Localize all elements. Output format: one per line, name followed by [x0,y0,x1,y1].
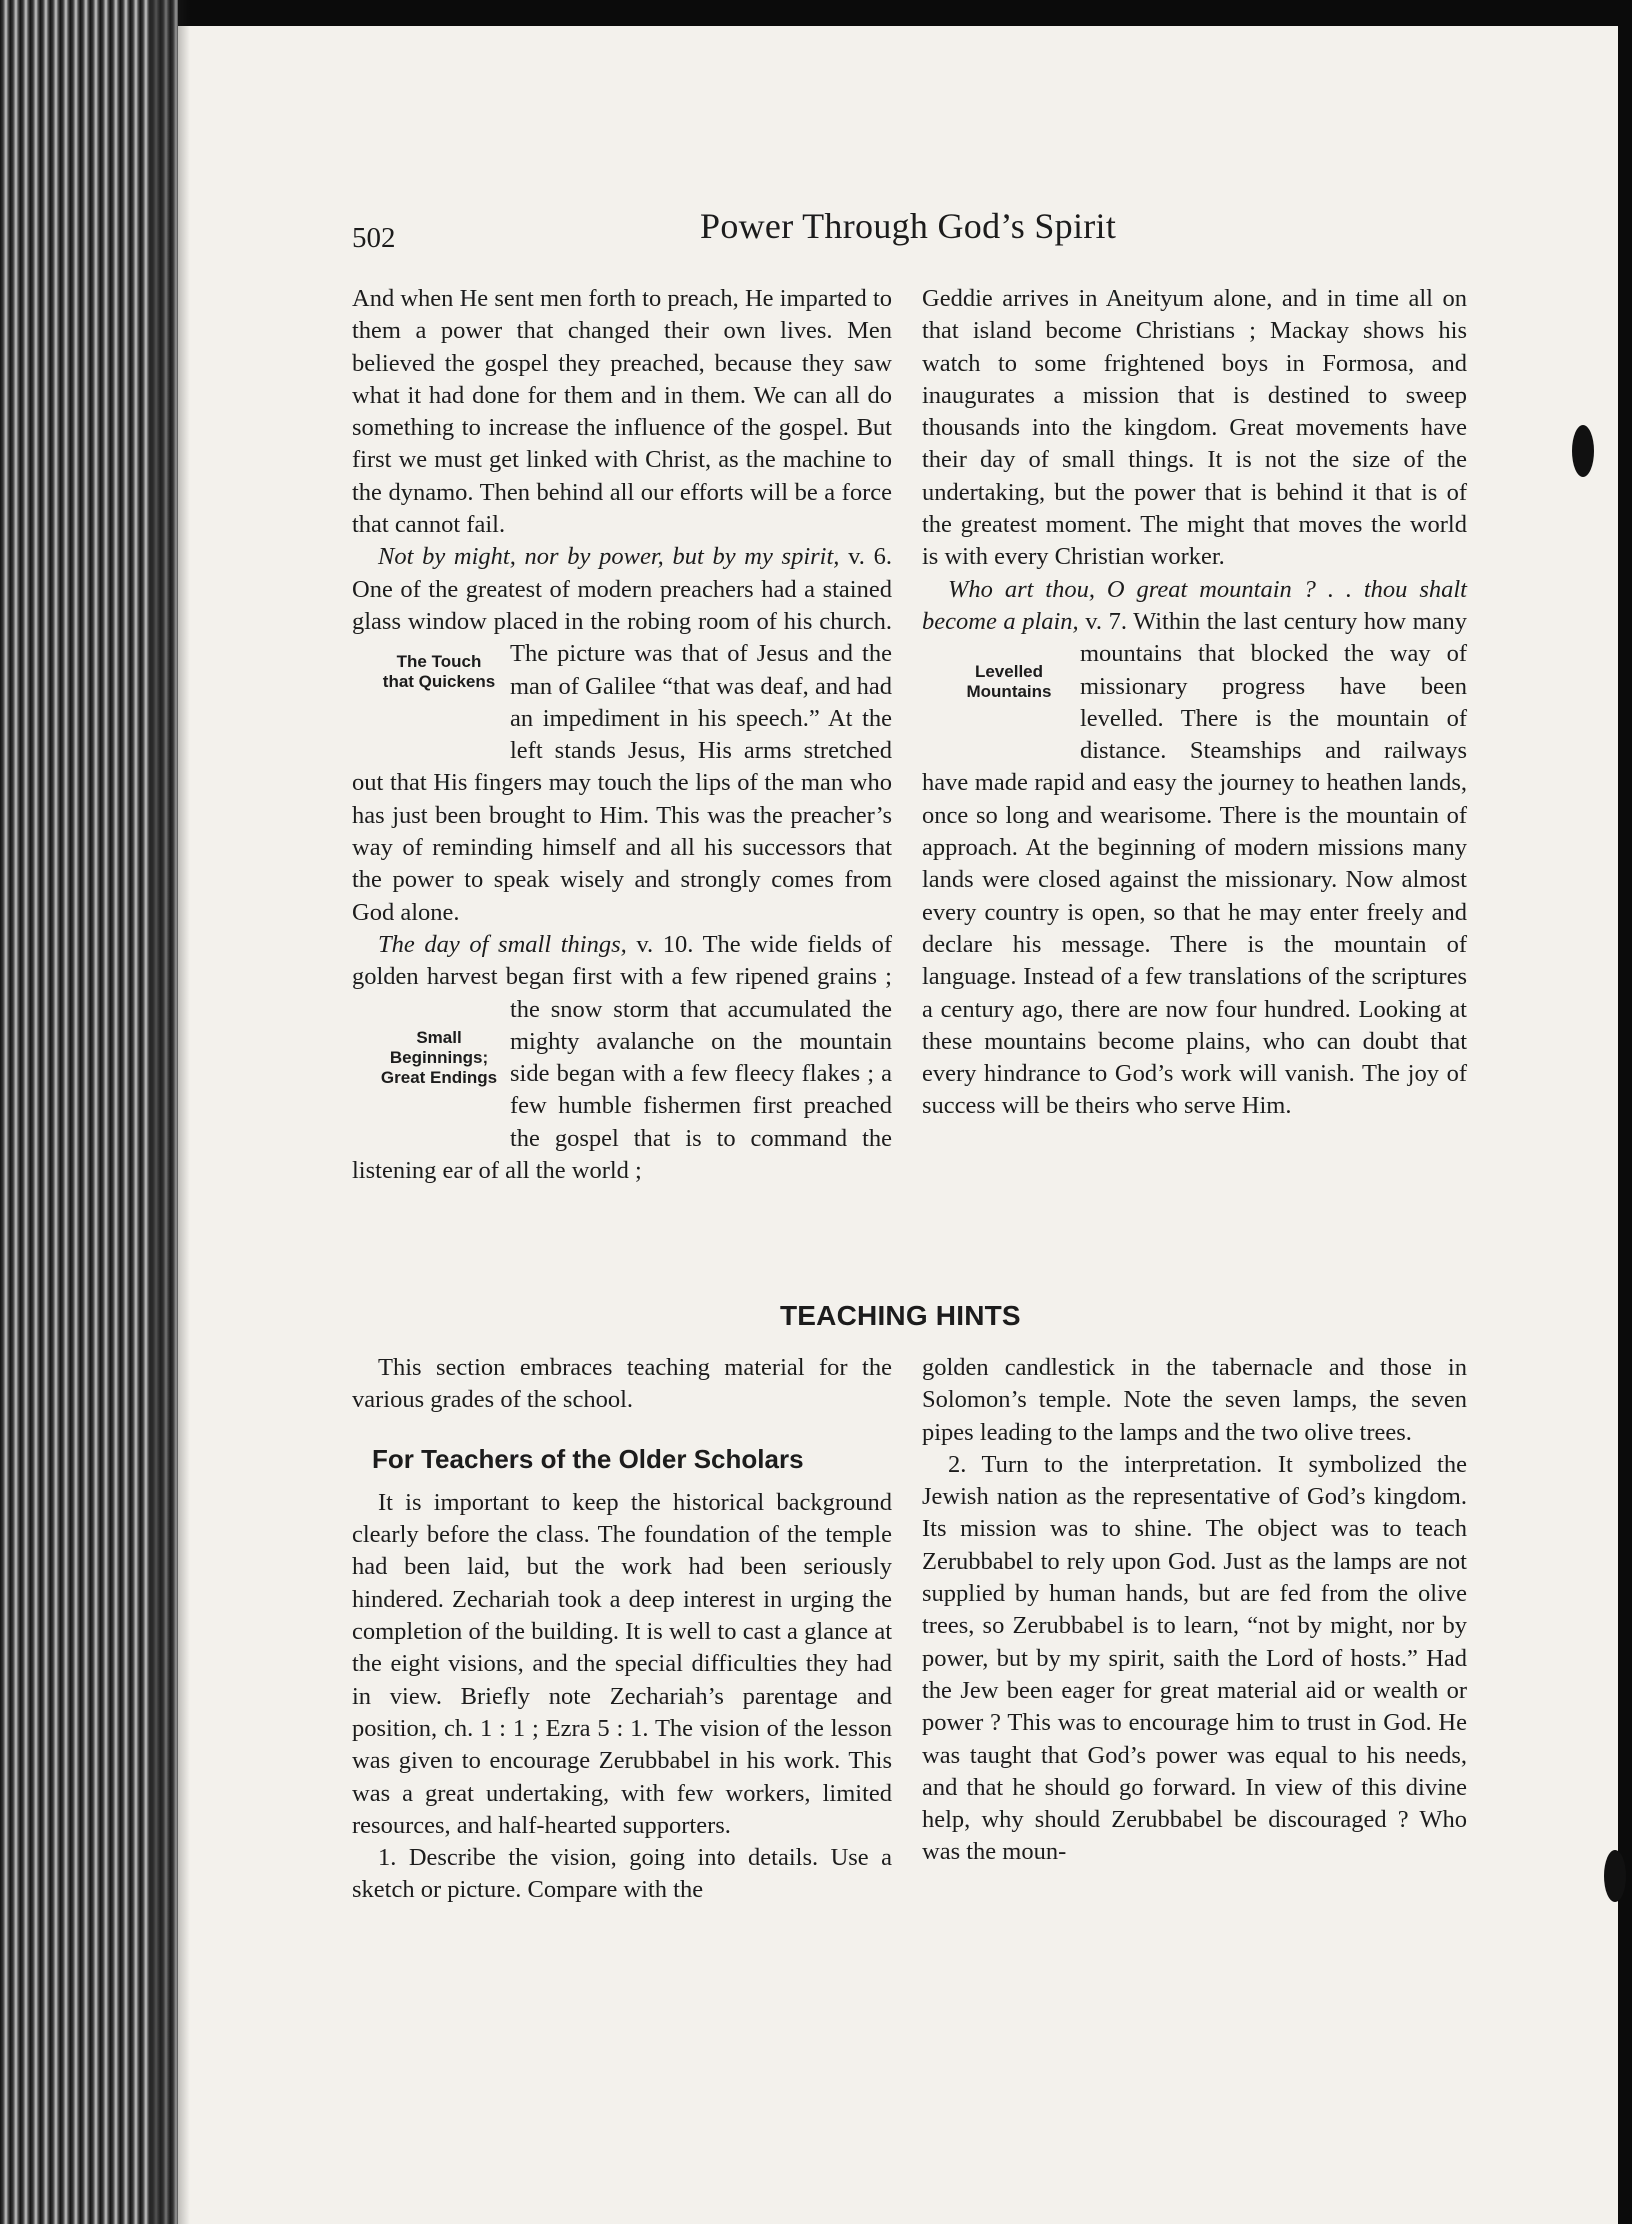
paragraph-text-part: the way of missionary progress have been levelled. There is the mountain of distance. Steamships and railways have made rapid and easy the journey to heathen lands, once so long and wearisome. There is the mountain of approach. At the beginning of modern missions many lands were closed against the missionary. Now almost every country is open, so that he may enter freely and declare his message. There is the mountain of language. Instead of a few translations of the scriptures a century ago, there are now four hundred. Looking at these mountains become plains, who can doubt that every hindrance to God’s work will vanish. The joy of success will be theirs who serve Him. [922,640,1467,1120]
paragraph: And when He sent men forth to preach, He imparted to them a power that changed their own lives. Men believed the gospel they preached, because they saw what it had done for them and in them. We can all do something to increase the influence of the gospel. But first we must get linked with Christ, as the machine to the dynamo. Then behind all our efforts will be a force that cannot fail. [352,285,892,539]
running-head: Power Through God’s Spirit [700,206,1117,246]
teaching-column-left [352,1352,892,1907]
subheading: For Teachers of the Older Scholars [372,1443,804,1474]
paragraph: 1. Describe the vision, going into details. Use a sketch or picture. Compare with the [352,1844,892,1904]
binding-hole-top [1572,425,1594,477]
side-heading-touch [352,644,500,750]
paragraph-text-part: v. 6. One of the greatest of modern preachers had a stained glass window placed in the robing room of his church. [352,543,892,635]
scan-top-border [0,0,1632,26]
side-heading-line: Levelled [974,662,1044,682]
verse-quote: Not by might, nor by power, but by my spirit, [378,543,840,571]
paragraph: This section embraces teaching material for the various grades of the school. [352,1354,892,1414]
paragraph-text-part: v. 10. The wide fields of golden harvest began first with a few ripened grains ; the [352,930,892,1023]
teaching-column-right [922,1352,1467,1869]
side-heading-levelled-mountains [922,644,1070,760]
side-heading-line: that Quickens [382,672,496,692]
section-heading: TEACHING HINTS [780,1300,1021,1331]
side-heading-line: Great Endings [380,1067,498,1087]
verse-quote: The day of small things, [378,930,627,958]
side-heading-line: Small [416,1027,462,1047]
paragraph: Geddie arrives in Aneityum alone, and in time all on that island become Christians ; Mackay shows his watch to some frightened boys in Formosa, and inaugurates a mission that is destined to sweep thousands into the kingdom. Great movements have their day of small things. It is not the size of the undertaking, but the power that is behind it that is of the greatest moment. The might that moves the world is with every Christian worker. [922,285,1467,571]
paragraph: 2. Turn to the interpretation. It symbolized the Jewish nation as the representative of God’s kingdom. Its mission was to shine. The object was to teach Zerubbabel to rely upon God. Just as the lamps are not supplied by human hands, but are fed from the olive trees, so Zerubbabel is to learn, “not by might, nor by power, but by my spirit, saith the Lord of hosts.” Had the Jew been eager for great material aid or wealth or power ? This was to encourage him to trust in God. He was taught that God’s power was equal to his needs, and that he should go forward. In view of this divine help, why should Zerubbabel be discouraged ? Who was the moun- [922,1450,1467,1866]
paragraph [352,929,892,1187]
paragraph-text-part: snow storm that accumulated the mighty avalanche on the mountain side began with a few fleecy flakes ; a few humble fishermen first preached the gospel that is to command the listening ear of all the world ; [352,995,892,1185]
paragraph [352,541,892,929]
side-heading-line: Mountains [966,682,1052,702]
binding-hole-bottom [1604,1850,1626,1902]
paragraph-text-part: v. 7. Within the last century how many mountains that blocked [1080,607,1467,668]
paragraph: golden candlestick in the tabernacle and those in Solomon’s temple. Note the seven lamps, the seven pipes leading to the lamps and the two olive trees. [922,1354,1467,1446]
verse-quote: Who art thou, O great mountain ? . . thou shalt become a plain, [922,575,1467,635]
side-heading-line: Beginnings; [389,1047,489,1067]
article-column-right [922,283,1467,1123]
paragraph: It is important to keep the historical background clearly before the class. The foundation of the temple had been laid, but the work had been seriously hindered. Zechariah took a deep interest in urging the completion of the building. It is well to cast a glance at the eight visions, and the special difficulties they had in view. Briefly note Zechariah’s parentage and position, ch. 1 : 1 ; Ezra 5 : 1. The vision of the lesson was given to encourage Zerubbabel in his work. This was a great undertaking, with few workers, limited resources, and half-hearted supporters. [352,1488,892,1839]
binding-shadow [150,0,190,2224]
paragraph [922,574,1467,1123]
side-heading-small-beginnings [352,1000,500,1124]
paragraph-text-part: The picture was that of Jesus and the man of Galilee “that was deaf, and had an impediment in his speech.” At the left stands Jesus, His arms stretched out that His fingers may touch the lips of the man who has just been brought to Him. This was the preacher’s way of reminding himself and all his successors that the power to speak wisely and strongly comes from God alone. [352,640,892,926]
side-heading-line: The Touch [396,652,482,672]
article-column-left [352,283,892,1187]
page-number: 502 [352,222,396,254]
